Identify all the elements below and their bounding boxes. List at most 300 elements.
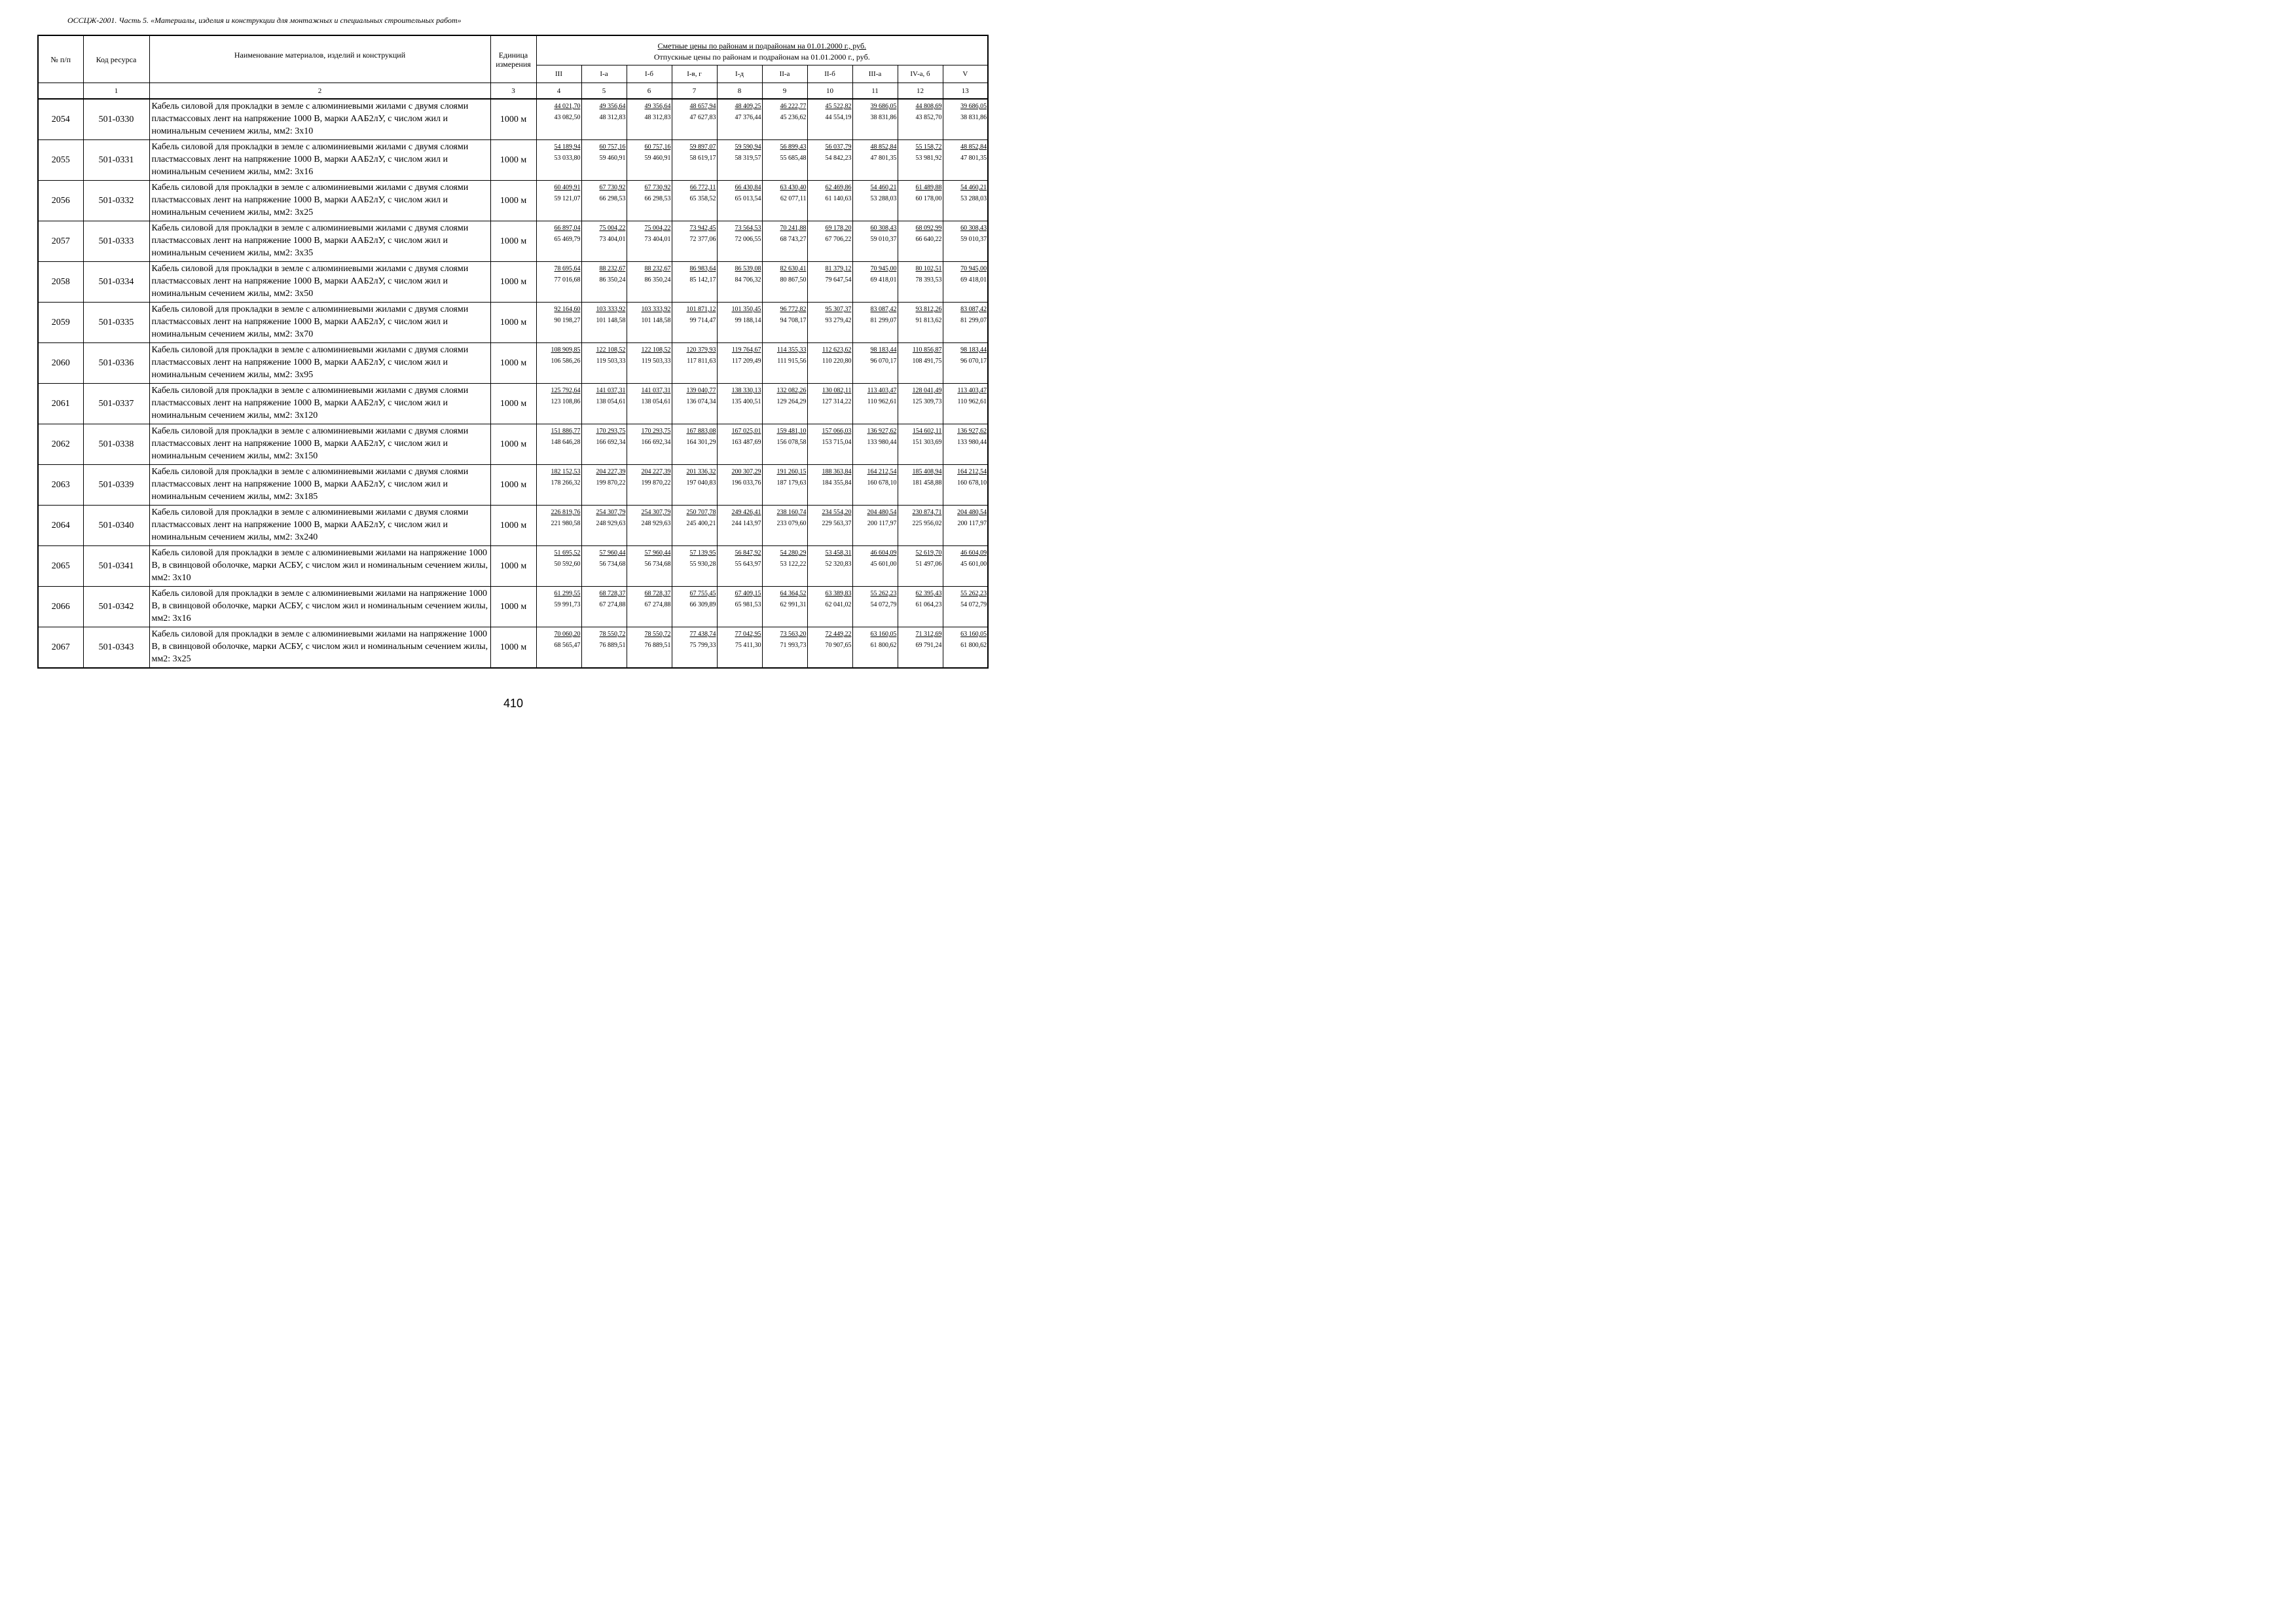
resource-code: 501-0334	[83, 262, 149, 303]
estimated-price: 54 460,21	[870, 184, 897, 191]
release-price: 75 799,33	[689, 642, 716, 649]
estimated-price: 188 363,84	[822, 468, 852, 475]
estimated-price: 57 960,44	[599, 549, 626, 557]
estimated-price: 48 409,25	[735, 103, 761, 110]
release-price: 91 813,62	[915, 317, 942, 324]
estimated-price: 98 183,44	[960, 346, 987, 354]
table-row	[38, 546, 988, 587]
row-number: 2064	[38, 506, 83, 546]
estimated-price: 114 355,33	[776, 346, 807, 354]
estimated-price: 71 312,69	[915, 631, 942, 638]
row-number: 2058	[38, 262, 83, 303]
release-price: 50 592,60	[554, 561, 581, 568]
estimated-price: 108 909,85	[551, 346, 581, 354]
estimated-price: 46 222,77	[780, 103, 807, 110]
prices-header	[536, 35, 988, 65]
estimated-price: 73 942,45	[689, 225, 716, 232]
estimated-price: 101 871,12	[686, 306, 716, 313]
estimated-price: 88 232,67	[599, 265, 626, 272]
release-price: 72 377,06	[689, 236, 716, 243]
release-price: 135 400,51	[731, 398, 761, 405]
page-number: 410	[503, 697, 524, 710]
price-cell	[581, 343, 627, 384]
release-price: 187 179,63	[776, 479, 807, 487]
estimated-price: 56 899,43	[780, 143, 807, 151]
price-cell	[627, 546, 672, 587]
estimated-price: 48 852,84	[870, 143, 897, 151]
release-price: 86 350,24	[644, 276, 671, 284]
estimated-price: 141 037,31	[641, 387, 671, 394]
price-cell	[943, 303, 988, 343]
price-cell	[898, 465, 943, 506]
material-name: Кабель силовой для прокладки в земле с алюминиевыми жилами с двумя слоями пластмассовых лент на напряжение 1000 В, марки ААБ2лУ, с числом жил и номинальным сечением жилы, мм2: 3х70	[149, 303, 490, 343]
estimated-price: 238 160,74	[776, 509, 807, 516]
release-price: 38 831,86	[870, 114, 897, 121]
row-number: 2055	[38, 140, 83, 181]
price-cell	[717, 140, 762, 181]
resource-code: 501-0339	[83, 465, 149, 506]
estimated-price: 51 695,52	[554, 549, 581, 557]
estimated-price: 39 686,05	[870, 103, 897, 110]
price-cell	[762, 221, 807, 262]
unit: 1000 м	[490, 506, 536, 546]
estimated-price: 103 333,92	[596, 306, 626, 313]
price-cell	[536, 221, 581, 262]
release-price: 72 006,55	[735, 236, 761, 243]
resource-code: 501-0341	[83, 546, 149, 587]
estimated-price: 60 308,43	[870, 225, 897, 232]
price-cell	[627, 221, 672, 262]
release-price: 76 889,51	[599, 642, 626, 649]
price-cell	[581, 221, 627, 262]
resource-code: 501-0342	[83, 587, 149, 627]
row-number: 2063	[38, 465, 83, 506]
estimated-price: 98 183,44	[870, 346, 897, 354]
price-cell	[627, 424, 672, 465]
estimated-price: 55 262,23	[870, 590, 897, 597]
price-cell	[943, 181, 988, 221]
price-cell	[852, 181, 898, 221]
price-cell	[672, 181, 717, 221]
district-header: I-б	[627, 65, 672, 83]
price-cell	[807, 546, 852, 587]
estimated-price: 86 539,08	[735, 265, 761, 272]
column-number: 9	[762, 83, 807, 100]
price-cell	[807, 221, 852, 262]
release-price: 119 503,33	[596, 358, 626, 365]
release-price: 96 070,17	[960, 358, 987, 365]
estimated-price: 62 395,43	[915, 590, 942, 597]
release-price: 163 487,69	[731, 439, 761, 446]
price-cell	[581, 262, 627, 303]
estimated-price: 128 041,49	[912, 387, 942, 394]
release-price: 84 706,32	[735, 276, 761, 284]
release-price: 160 678,10	[867, 479, 897, 487]
estimated-price: 95 307,37	[825, 306, 852, 313]
resource-code: 501-0343	[83, 627, 149, 669]
estimated-price: 88 232,67	[644, 265, 671, 272]
row-number: 2060	[38, 343, 83, 384]
estimated-price: 167 883,08	[686, 428, 716, 435]
release-price: 248 929,63	[596, 520, 626, 527]
price-cell	[627, 587, 672, 627]
release-price: 65 013,54	[735, 195, 761, 202]
estimated-price: 54 460,21	[960, 184, 987, 191]
estimated-price: 63 430,40	[780, 184, 807, 191]
price-cell	[581, 140, 627, 181]
release-price: 70 907,65	[825, 642, 852, 649]
estimated-price: 56 847,92	[735, 549, 761, 557]
release-price: 67 274,88	[599, 601, 626, 608]
price-cell	[717, 546, 762, 587]
release-price: 60 178,00	[915, 195, 942, 202]
estimated-price: 54 189,94	[554, 143, 581, 151]
estimated-price: 226 819,76	[551, 509, 581, 516]
resource-code: 501-0332	[83, 181, 149, 221]
release-price: 117 811,63	[687, 358, 716, 365]
estimated-price: 46 604,09	[870, 549, 897, 557]
price-cell	[762, 181, 807, 221]
price-cell	[898, 546, 943, 587]
price-cell	[762, 384, 807, 424]
row-number: 2065	[38, 546, 83, 587]
estimated-price: 61 489,88	[915, 184, 942, 191]
price-cell	[943, 262, 988, 303]
release-price: 73 404,01	[599, 236, 626, 243]
release-price: 148 646,28	[551, 439, 581, 446]
release-price: 69 791,24	[915, 642, 942, 649]
estimated-price: 204 227,39	[596, 468, 626, 475]
release-price: 225 956,02	[912, 520, 942, 527]
price-cell	[852, 303, 898, 343]
estimated-price: 60 757,16	[644, 143, 671, 151]
release-price: 71 993,73	[780, 642, 807, 649]
price-cell	[672, 99, 717, 140]
release-price: 52 320,83	[825, 561, 852, 568]
release-price: 99 188,14	[735, 317, 761, 324]
release-price: 65 358,52	[689, 195, 716, 202]
col-code-header: Код ресурса	[83, 35, 149, 83]
table-row	[38, 221, 988, 262]
release-price: 53 288,03	[960, 195, 987, 202]
estimated-price: 234 554,20	[822, 509, 852, 516]
district-header: V	[943, 65, 988, 83]
price-cell	[943, 384, 988, 424]
release-price: 200 117,97	[957, 520, 987, 527]
release-price: 110 220,80	[822, 358, 852, 365]
release-price: 110 962,61	[867, 398, 897, 405]
unit: 1000 м	[490, 221, 536, 262]
estimated-price: 49 356,64	[644, 103, 671, 110]
estimated-price: 66 430,84	[735, 184, 761, 191]
material-name: Кабель силовой для прокладки в земле с алюминиевыми жилами с двумя слоями пластмассовых лент на напряжение 1000 В, марки ААБ2лУ, с числом жил и номинальным сечением жилы, мм2: 3х16	[149, 140, 490, 181]
price-cell	[762, 343, 807, 384]
release-price: 65 981,53	[735, 601, 761, 608]
release-price: 178 266,32	[551, 479, 581, 487]
estimated-price: 52 619,70	[915, 549, 942, 557]
table-row	[38, 343, 988, 384]
release-price: 54 842,23	[825, 155, 852, 162]
column-number: 6	[627, 83, 672, 100]
price-cell	[672, 384, 717, 424]
district-header: I-а	[581, 65, 627, 83]
price-cell	[536, 465, 581, 506]
estimated-price: 67 730,92	[599, 184, 626, 191]
estimated-price: 67 755,45	[689, 590, 716, 597]
row-number: 2062	[38, 424, 83, 465]
price-cell	[762, 99, 807, 140]
price-cell	[672, 546, 717, 587]
price-cell	[852, 221, 898, 262]
estimated-price: 204 227,39	[641, 468, 671, 475]
price-cell	[762, 140, 807, 181]
release-price: 80 867,50	[780, 276, 807, 284]
price-cell	[627, 627, 672, 669]
estimated-price: 83 087,42	[870, 306, 897, 313]
price-cell	[627, 384, 672, 424]
price-cell	[762, 262, 807, 303]
price-cell	[536, 384, 581, 424]
price-cell	[536, 99, 581, 140]
estimated-price: 57 139,95	[689, 549, 716, 557]
release-price: 123 108,86	[551, 398, 581, 405]
document-header: ОССЦЖ-2001. Часть 5. «Материалы, изделия и конструкции для монтажных и специальных строительных работ»	[67, 16, 462, 25]
price-cell	[536, 506, 581, 546]
price-cell	[807, 424, 852, 465]
estimated-price: 93 812,26	[915, 306, 942, 313]
estimated-price: 63 160,05	[960, 631, 987, 638]
release-price: 67 706,22	[825, 236, 852, 243]
price-cell	[943, 140, 988, 181]
resource-code: 501-0336	[83, 343, 149, 384]
price-cell	[536, 262, 581, 303]
estimated-price: 72 449,22	[825, 631, 852, 638]
release-price: 66 309,89	[689, 601, 716, 608]
release-price: 111 915,56	[777, 358, 807, 365]
material-name: Кабель силовой для прокладки в земле с алюминиевыми жилами с двумя слоями пластмассовых лент на напряжение 1000 В, марки ААБ2лУ, с числом жил и номинальным сечением жилы, мм2: 3х35	[149, 221, 490, 262]
price-cell	[943, 424, 988, 465]
price-cell	[762, 506, 807, 546]
release-price: 54 072,79	[960, 601, 987, 608]
unit: 1000 м	[490, 465, 536, 506]
price-cell	[581, 181, 627, 221]
estimated-price: 59 897,07	[689, 143, 716, 151]
district-header: II-а	[762, 65, 807, 83]
material-name: Кабель силовой для прокладки в земле с алюминиевыми жилами на напряжение 1000 В, в свинцовой оболочке, марки АСБУ, с числом жил и номинальным сечением жилы, мм2: 3х10	[149, 546, 490, 587]
estimated-price: 69 178,20	[825, 225, 852, 232]
estimated-price: 113 403,47	[957, 387, 987, 394]
release-price: 61 800,62	[960, 642, 987, 649]
release-price: 127 314,22	[822, 398, 852, 405]
estimated-price: 113 403,47	[867, 387, 897, 394]
estimated-price: 101 350,45	[731, 306, 761, 313]
price-cell	[672, 140, 717, 181]
header-row-top	[38, 35, 988, 65]
release-price: 59 010,37	[870, 236, 897, 243]
estimated-price: 67 730,92	[644, 184, 671, 191]
estimated-price: 122 108,52	[641, 346, 671, 354]
estimated-price: 68 728,37	[644, 590, 671, 597]
release-price: 129 264,29	[776, 398, 807, 405]
row-number: 2067	[38, 627, 83, 669]
estimated-price: 66 772,11	[689, 184, 716, 191]
release-price: 43 082,50	[554, 114, 581, 121]
estimated-price: 164 212,54	[957, 468, 987, 475]
release-price: 69 418,01	[870, 276, 897, 284]
price-cell	[807, 465, 852, 506]
column-number: 4	[536, 83, 581, 100]
estimated-price: 60 409,91	[554, 184, 581, 191]
estimated-price: 70 945,00	[870, 265, 897, 272]
release-price: 53 288,03	[870, 195, 897, 202]
price-cell	[627, 262, 672, 303]
price-cell	[672, 627, 717, 669]
release-price: 55 930,28	[689, 561, 716, 568]
release-price: 94 708,17	[780, 317, 807, 324]
material-name: Кабель силовой для прокладки в земле с алюминиевыми жилами на напряжение 1000 В, в свинцовой оболочке, марки АСБУ, с числом жил и номинальным сечением жилы, мм2: 3х25	[149, 627, 490, 669]
column-number: 12	[898, 83, 943, 100]
price-cell	[581, 587, 627, 627]
release-price: 61 800,62	[870, 642, 897, 649]
price-cell	[627, 343, 672, 384]
unit: 1000 м	[490, 99, 536, 140]
price-cell	[581, 627, 627, 669]
column-number-blank	[38, 83, 83, 100]
unit: 1000 м	[490, 627, 536, 669]
resource-code: 501-0337	[83, 384, 149, 424]
unit: 1000 м	[490, 424, 536, 465]
release-price: 133 980,44	[957, 439, 987, 446]
estimated-price: 75 004,22	[599, 225, 626, 232]
release-price: 66 298,53	[644, 195, 671, 202]
price-cell	[762, 587, 807, 627]
estimated-price: 66 897,04	[554, 225, 581, 232]
release-price: 59 991,73	[554, 601, 581, 608]
estimated-price: 138 330,13	[731, 387, 761, 394]
release-price: 101 148,58	[641, 317, 671, 324]
price-cell	[852, 424, 898, 465]
estimated-price: 77 438,74	[689, 631, 716, 638]
prices-title-estimated: Сметные цены по районам и подрайонам на 01.01.2000 г., руб.	[657, 41, 867, 50]
release-price: 96 070,17	[870, 358, 897, 365]
release-price: 248 929,63	[641, 520, 671, 527]
estimated-price: 68 092,99	[915, 225, 942, 232]
release-price: 245 400,21	[686, 520, 716, 527]
release-price: 229 563,37	[822, 520, 852, 527]
price-cell	[672, 587, 717, 627]
price-cell	[536, 424, 581, 465]
estimated-price: 86 983,64	[689, 265, 716, 272]
price-table	[37, 35, 989, 669]
estimated-price: 204 480,54	[957, 509, 987, 516]
price-cell	[898, 343, 943, 384]
estimated-price: 122 108,52	[596, 346, 626, 354]
price-cell	[762, 627, 807, 669]
estimated-price: 48 657,94	[689, 103, 716, 110]
price-cell	[717, 424, 762, 465]
unit: 1000 м	[490, 140, 536, 181]
release-price: 48 312,83	[599, 114, 626, 121]
price-cell	[717, 303, 762, 343]
price-cell	[717, 343, 762, 384]
price-cell	[581, 546, 627, 587]
estimated-price: 61 299,55	[554, 590, 581, 597]
price-cell	[807, 587, 852, 627]
price-cell	[898, 424, 943, 465]
estimated-price: 59 590,94	[735, 143, 761, 151]
release-price: 233 079,60	[776, 520, 807, 527]
release-price: 79 647,54	[825, 276, 852, 284]
estimated-price: 136 927,62	[867, 428, 897, 435]
estimated-price: 75 004,22	[644, 225, 671, 232]
estimated-price: 154 602,11	[912, 428, 942, 435]
price-cell	[581, 384, 627, 424]
estimated-price: 48 852,84	[960, 143, 987, 151]
estimated-price: 73 563,20	[780, 631, 807, 638]
price-cell	[898, 303, 943, 343]
estimated-price: 250 707,78	[686, 509, 716, 516]
price-cell	[898, 627, 943, 669]
price-cell	[762, 465, 807, 506]
estimated-price: 159 481,10	[776, 428, 807, 435]
table-body	[38, 99, 988, 668]
district-header: I-д	[717, 65, 762, 83]
estimated-price: 139 040,77	[686, 387, 716, 394]
table-row	[38, 140, 988, 181]
estimated-price: 254 307,79	[596, 509, 626, 516]
col-no-header: № п/п	[38, 35, 83, 83]
price-cell	[581, 506, 627, 546]
estimated-price: 70 945,00	[960, 265, 987, 272]
column-number: 11	[852, 83, 898, 100]
price-cell	[852, 546, 898, 587]
price-cell	[672, 465, 717, 506]
release-price: 44 554,19	[825, 114, 852, 121]
release-price: 53 981,92	[915, 155, 942, 162]
estimated-price: 82 630,41	[780, 265, 807, 272]
release-price: 68 565,47	[554, 642, 581, 649]
table-row	[38, 465, 988, 506]
release-price: 62 991,31	[780, 601, 807, 608]
price-cell	[943, 221, 988, 262]
estimated-price: 103 333,92	[641, 306, 671, 313]
price-cell	[852, 506, 898, 546]
price-cell	[943, 99, 988, 140]
price-cell	[943, 546, 988, 587]
estimated-price: 96 772,82	[780, 306, 807, 313]
unit: 1000 м	[490, 384, 536, 424]
column-number: 2	[149, 83, 490, 100]
district-header: I-в, г	[672, 65, 717, 83]
release-price: 59 460,91	[599, 155, 626, 162]
price-cell	[807, 506, 852, 546]
column-number: 5	[581, 83, 627, 100]
price-cell	[852, 140, 898, 181]
estimated-price: 249 426,41	[731, 509, 761, 516]
price-cell	[717, 262, 762, 303]
table-row	[38, 99, 988, 140]
estimated-price: 125 792,64	[551, 387, 581, 394]
price-cell	[943, 627, 988, 669]
material-name: Кабель силовой для прокладки в земле с алюминиевыми жилами на напряжение 1000 В, в свинцовой оболочке, марки АСБУ, с числом жил и номинальным сечением жилы, мм2: 3х16	[149, 587, 490, 627]
release-price: 81 299,07	[870, 317, 897, 324]
release-price: 93 279,42	[825, 317, 852, 324]
price-cell	[581, 99, 627, 140]
col-name-header: Наименование материалов, изделий и конструкций	[149, 35, 490, 83]
prices-title-release: Отпускные цены по районам и подрайонам на 01.01.2000 г., руб.	[653, 52, 870, 62]
estimated-price: 81 379,12	[825, 265, 852, 272]
price-cell	[807, 99, 852, 140]
